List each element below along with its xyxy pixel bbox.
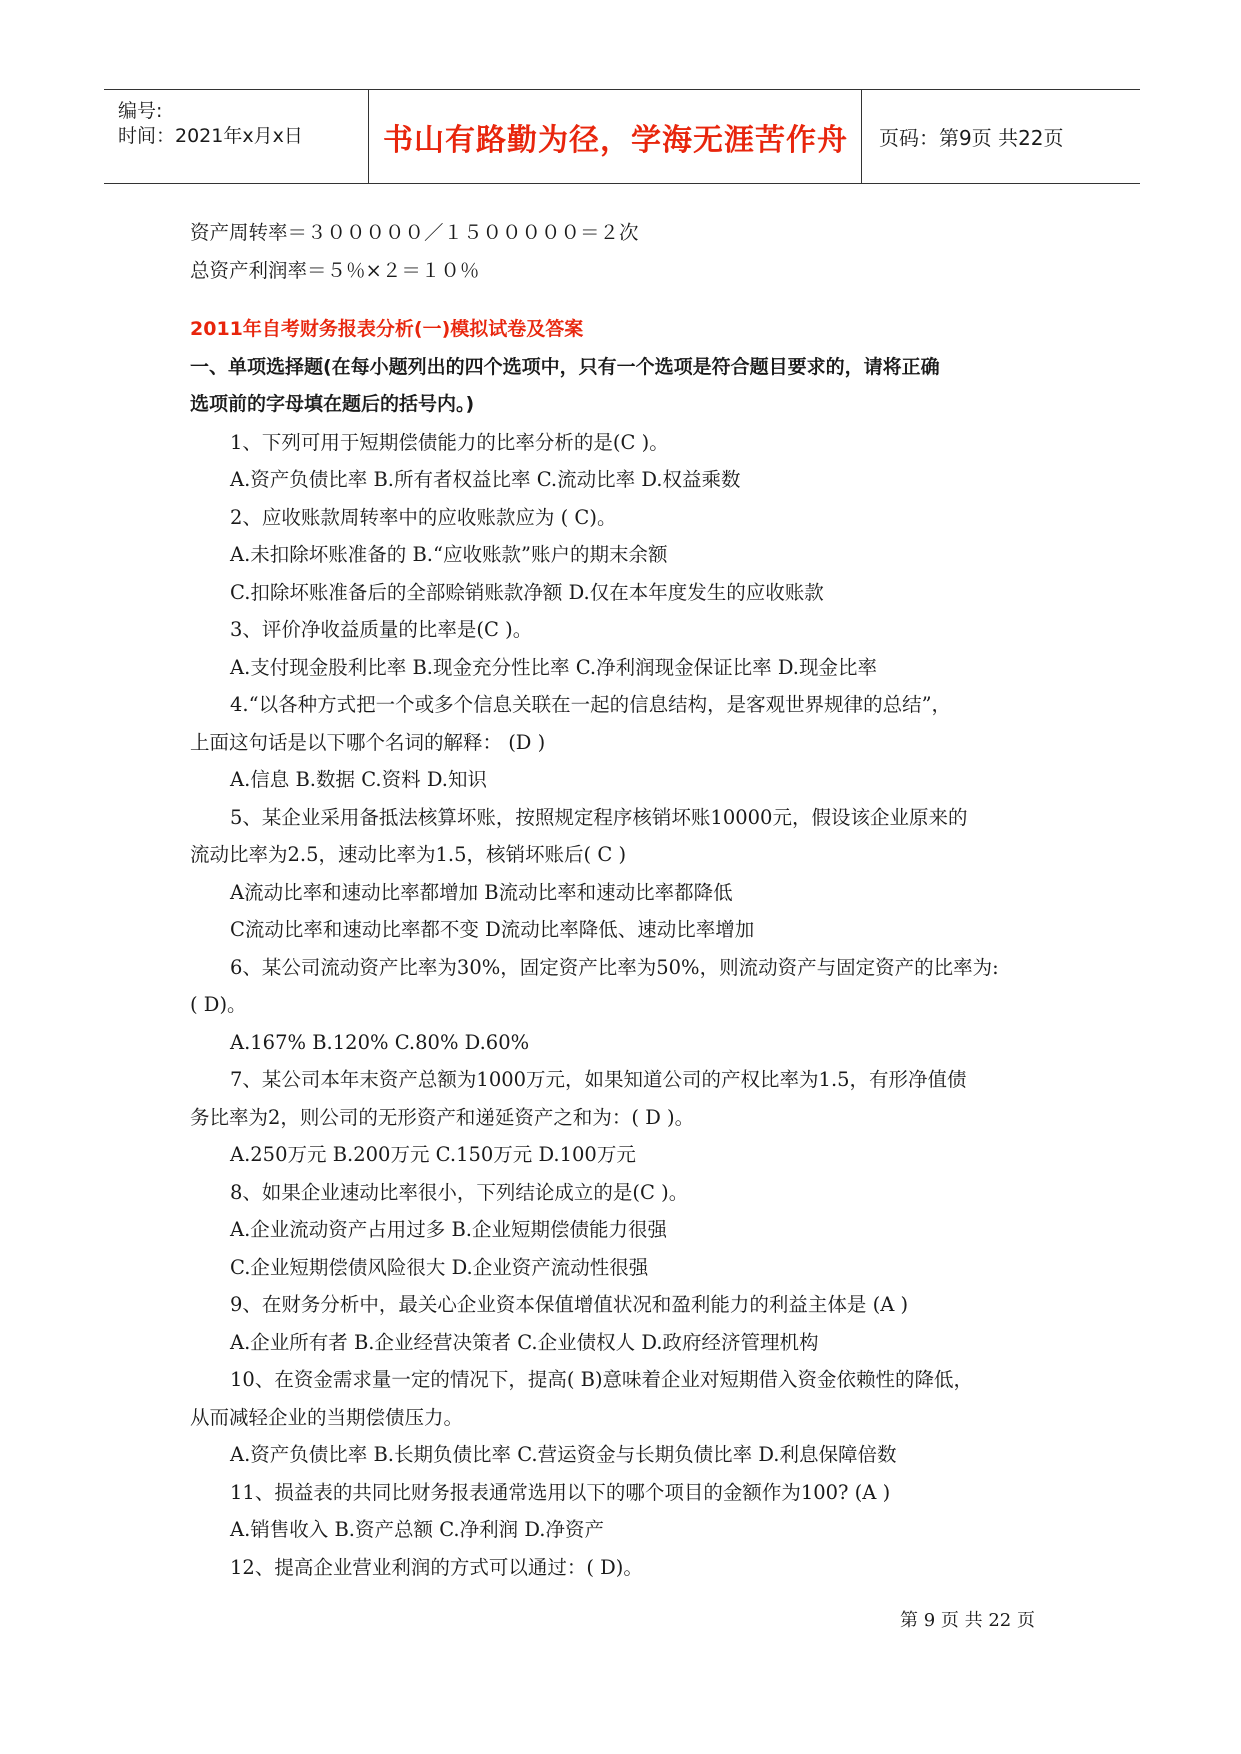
header-page-cell bbox=[863, 90, 1140, 183]
answer-options: A.未扣除坏账准备的 B.“应收账款”账户的期末余额 bbox=[230, 543, 668, 566]
answer-options: C.企业短期偿债风险很大 D.企业资产流动性很强 bbox=[230, 1255, 649, 1279]
section-heading-line: 选项前的字母填在题后的括号内。) bbox=[190, 393, 475, 415]
page-number-label: 页码：第9页 共22页 bbox=[879, 126, 1064, 150]
question-text: 1、下列可用于短期偿债能力的比率分析的是(C )。 bbox=[230, 430, 669, 454]
header-motto-cell bbox=[370, 90, 862, 183]
motto-text: 书山有路勤为径，学海无涯苦作舟 bbox=[383, 122, 848, 158]
question-text: 3、评价净收益质量的比率是(C )。 bbox=[230, 618, 533, 641]
answer-options: A.资产负债比率 B.所有者权益比率 C.流动比率 D.权益乘数 bbox=[230, 468, 741, 491]
answer-options: A.信息 B.数据 C.资料 D.知识 bbox=[230, 768, 487, 791]
answer-options: A流动比率和速动比率都增加 B流动比率和速动比率都降低 bbox=[230, 880, 733, 904]
answer-options: C.扣除坏账准备后的全部赊销账款净额 D.仅在本年度发生的应收账款 bbox=[230, 580, 824, 604]
answer-options: A.资产负债比率 B.长期负债比率 C.营运资金与长期负债比率 D.利息保障倍数 bbox=[230, 1443, 897, 1466]
question-list bbox=[190, 424, 1070, 1587]
question-text: ( D)。 bbox=[190, 993, 247, 1016]
section-heading-line: 一、单项选择题(在每小题列出的四个选项中，只有一个选项是符合题目要求的，请将正确 bbox=[190, 355, 940, 378]
header-left-cell bbox=[104, 90, 369, 183]
answer-options: A.企业所有者 B.企业经营决策者 C.企业债权人 D.政府经济管理机构 bbox=[230, 1330, 819, 1354]
question-text: 务比率为2，则公司的无形资产和递延资产之和为：( D )。 bbox=[190, 1105, 695, 1129]
question-text: 6、某公司流动资产比率为30%，固定资产比率为50%，则流动资产与固定资产的比率为: bbox=[230, 955, 999, 979]
answer-options: A.企业流动资产占用过多 B.企业短期偿债能力很强 bbox=[230, 1218, 668, 1241]
page-header bbox=[104, 89, 1140, 184]
question-text: 12、提高企业营业利润的方式可以通过：( D)。 bbox=[230, 1555, 643, 1579]
question-text: 流动比率为2.5，速动比率为1.5，核销坏账后( C ) bbox=[190, 843, 627, 866]
number-label: 编号: bbox=[118, 100, 163, 122]
section-title: 2011年自考财务报表分析(一)模拟试卷及答案 bbox=[190, 318, 584, 340]
question-text: 10、在资金需求量一定的情况下，提高( B)意味着企业对短期借入资金依赖性的降低， bbox=[230, 1368, 974, 1391]
question-text: 4.“以各种方式把一个或多个信息关联在一起的信息结构，是客观世界规律的总结”， bbox=[230, 693, 952, 716]
question-text: 8、如果企业速动比率很小，下列结论成立的是(C )。 bbox=[230, 1180, 689, 1204]
text-line: 资产周转率＝３０００００／１５０００００＝２次 bbox=[190, 221, 639, 244]
answer-options: A.167% B.120% C.80% D.60% bbox=[230, 1030, 530, 1054]
document-body bbox=[190, 214, 1070, 1586]
question-text: 上面这句话是以下哪个名词的解释： (D ) bbox=[190, 730, 546, 754]
question-text: 9、在财务分析中，最关心企业资本保值增值状况和盈利能力的利益主体是 (A ) bbox=[230, 1293, 909, 1316]
page-footer: 第 9 页 共 22 页 bbox=[900, 1610, 1035, 1631]
answer-options: C流动比率和速动比率都不变 D流动比率降低、速动比率增加 bbox=[230, 918, 755, 941]
question-text: 7、某公司本年末资产总额为1000万元，如果知道公司的产权比率为1.5，有形净值债 bbox=[230, 1068, 967, 1091]
answer-options: A.250万元 B.200万元 C.150万元 D.100万元 bbox=[230, 1143, 636, 1166]
question-text: 从而减轻企业的当期偿债压力。 bbox=[190, 1405, 464, 1429]
question-text: 2、应收账款周转率中的应收账款应为 ( C)。 bbox=[230, 505, 617, 529]
question-text: 11、损益表的共同比财务报表通常选用以下的哪个项目的金额作为100? (A ) bbox=[230, 1480, 891, 1504]
answer-options: A.支付现金股利比率 B.现金充分性比率 C.净利润现金保证比率 D.现金比率 bbox=[230, 655, 877, 679]
question-text: 5、某企业采用备抵法核算坏账，按照规定程序核销坏账10000元，假设该企业原来的 bbox=[230, 805, 968, 829]
text-line: 总资产利润率＝５％×２＝１０％ bbox=[190, 258, 480, 282]
answer-options: A.销售收入 B.资产总额 C.净利润 D.净资产 bbox=[230, 1518, 604, 1541]
time-label: 时间：2021年x月x日 bbox=[118, 125, 303, 147]
